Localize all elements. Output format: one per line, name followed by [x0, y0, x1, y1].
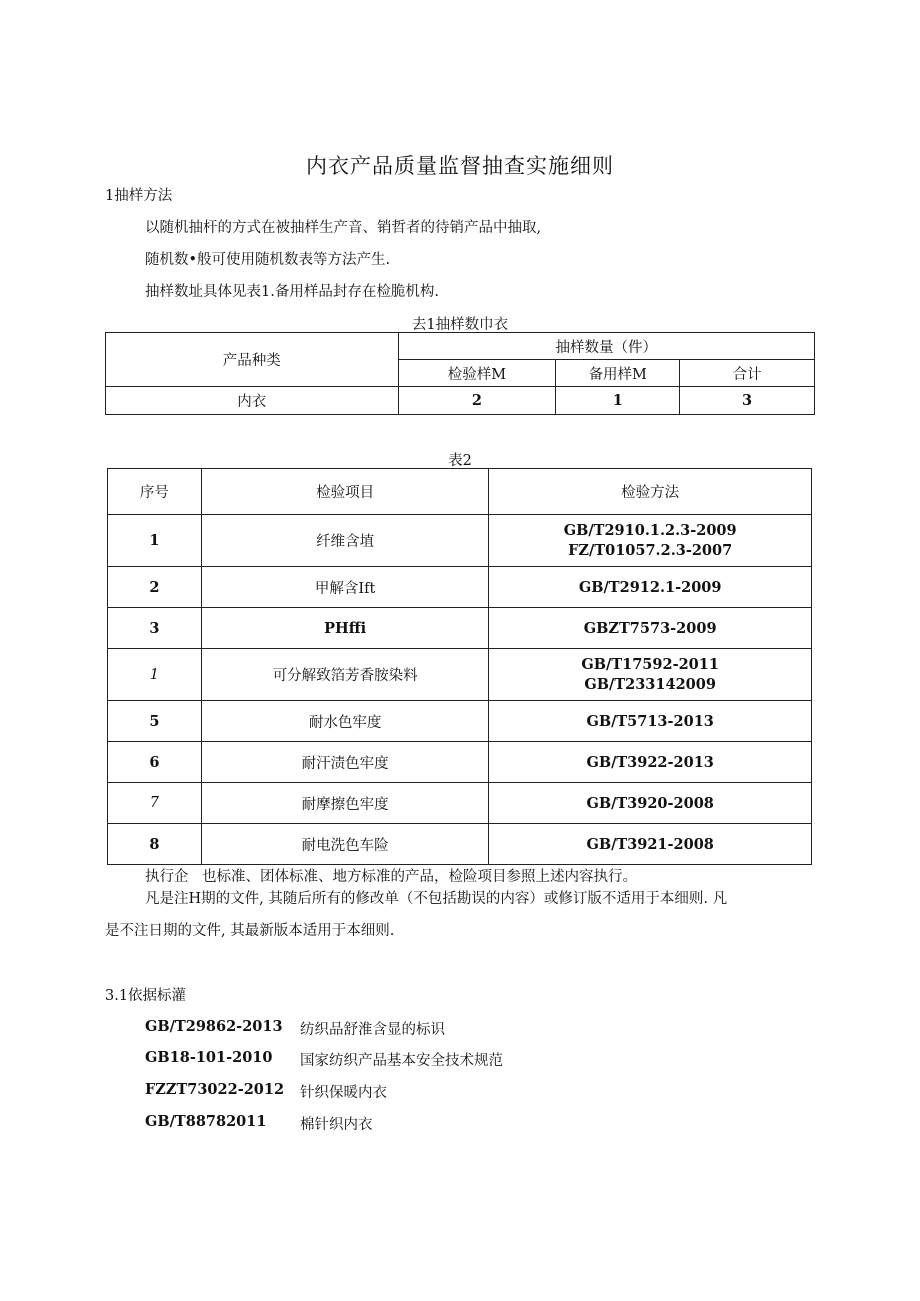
note-line: 也标准、团体标准、地方标准的产品，检险项目参照上述内容执行。	[202, 869, 637, 885]
cell-method: GB/T5713-2013	[489, 701, 812, 742]
cell-method	[489, 515, 812, 567]
standard-name: 纺织品舒淮含显的标识	[300, 1022, 445, 1038]
header-total: 合计	[680, 360, 815, 387]
cell-method: GB/T3920-2008	[489, 783, 812, 824]
standard-name: 棉针织内衣	[300, 1117, 373, 1133]
cell-item: 甲解含Ift	[201, 567, 489, 608]
cell-method	[489, 649, 812, 701]
note-line: 执行企	[145, 869, 189, 885]
table-2-caption: 表2	[448, 453, 472, 469]
cell-item: 可分解致箔芳香胺染料	[201, 649, 489, 701]
table-row	[108, 783, 812, 824]
inspection-table	[107, 468, 812, 865]
header-backup-sample: 备用样M	[556, 360, 680, 387]
cell-method: GB/T3921-2008	[489, 824, 812, 865]
table-row	[108, 567, 812, 608]
note-line: 是不注日期的文件, 其最新版本适用于本细则.	[105, 923, 395, 939]
header-item: 检验项目	[201, 469, 489, 515]
section-3-1-heading: 3.1依据标灌	[105, 988, 187, 1004]
header-no: 序号	[108, 469, 202, 515]
method-line: GB/T233142009	[584, 675, 716, 693]
cell-item: 纤维含埴	[201, 515, 489, 567]
standard-code: GB18-101-2010	[145, 1049, 273, 1066]
cell-item: 耐摩擦色牢度	[201, 783, 489, 824]
table-1-caption: 去1抽样数巾衣	[411, 317, 509, 333]
cell-total: 3	[680, 387, 815, 415]
cell-no: 1	[108, 649, 202, 701]
sampling-table	[105, 332, 815, 415]
cell-item: 耐电洗色车险	[201, 824, 489, 865]
note-line: 凡是注H期的文件, 其随后所有的修改单（不包括勘误的内容）或修订版不适用于本细则. 凡	[145, 891, 728, 907]
cell-method: GBZT7573-2009	[489, 608, 812, 649]
table-row	[108, 824, 812, 865]
section-1-paragraph: 以随机抽杆的方式在被抽样生产音、销哲者的待销产品中抽取,	[145, 220, 542, 236]
standard-code: GB/T29862-2013	[145, 1018, 283, 1035]
method-line: FZ/T01057.2.3-2007	[568, 541, 733, 559]
table-row	[108, 701, 812, 742]
cell-backup: 1	[556, 387, 680, 415]
header-inspect-sample: 检验样M	[398, 360, 556, 387]
table-row	[108, 608, 812, 649]
header-method: 检验方法	[489, 469, 812, 515]
cell-item: 耐水色牢度	[201, 701, 489, 742]
header-product-type: 产品种类	[106, 333, 399, 387]
section-1-paragraph: 抽样数址具体见表1.备用样品封存在检脆机构.	[145, 284, 439, 300]
page-title: 内衣产品质量监督抽查实施细则	[306, 154, 614, 178]
table-row	[106, 387, 815, 415]
standard-code: GB/T88782011	[145, 1113, 267, 1130]
table-row	[108, 515, 812, 567]
section-1-paragraph: 随机数•般可使用随机数表等方法产生.	[145, 252, 391, 268]
cell-inspect: 2	[398, 387, 556, 415]
table-row	[108, 742, 812, 783]
cell-product: 内衣	[106, 387, 399, 415]
cell-no: 7	[108, 783, 202, 824]
cell-item: PHffi	[201, 608, 489, 649]
cell-item: 耐汗渍色牢度	[201, 742, 489, 783]
cell-no: 5	[108, 701, 202, 742]
method-line: GB/T17592-2011	[581, 655, 719, 673]
cell-method: GB/T2912.1-2009	[489, 567, 812, 608]
standard-name: 针织保暖内衣	[300, 1085, 387, 1101]
header-sample-qty: 抽样数量（件）	[398, 333, 814, 360]
cell-no: 6	[108, 742, 202, 783]
cell-method: GB/T3922-2013	[489, 742, 812, 783]
section-1-heading: 1抽样方法	[105, 188, 173, 204]
table-row	[108, 649, 812, 701]
method-line: GB/T2910.1.2.3-2009	[563, 521, 737, 539]
cell-no: 3	[108, 608, 202, 649]
cell-no: 8	[108, 824, 202, 865]
cell-no: 1	[108, 515, 202, 567]
standard-name: 国家纺织产品基本安全技术规范	[300, 1053, 503, 1069]
cell-no: 2	[108, 567, 202, 608]
standard-code: FZZT73022-2012	[145, 1081, 285, 1098]
